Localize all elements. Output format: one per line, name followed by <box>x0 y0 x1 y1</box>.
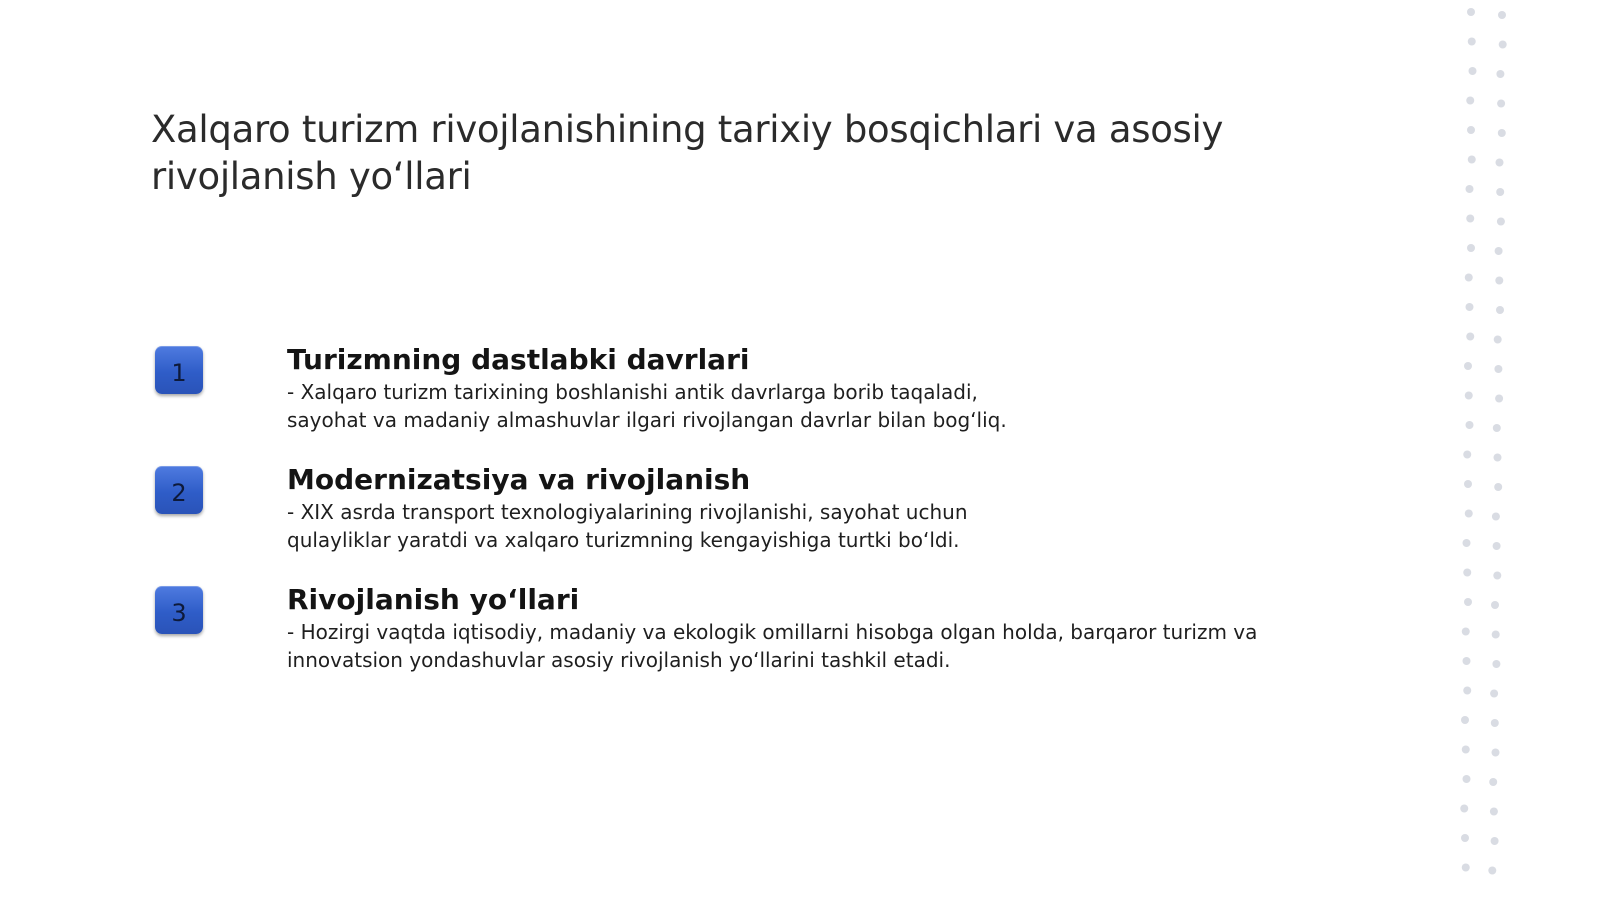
decor-dot <box>1492 749 1500 757</box>
decor-dot <box>1461 716 1469 724</box>
number-badge-label: 3 <box>171 599 187 627</box>
decor-dot <box>1490 808 1498 816</box>
decor-dot <box>1498 129 1506 137</box>
decor-dot <box>1498 11 1506 19</box>
item-heading-1: Turizmning dastlabki davrlari <box>287 343 750 376</box>
decor-dot <box>1468 38 1476 46</box>
decor-dot <box>1493 572 1501 580</box>
decor-dot <box>1463 775 1471 783</box>
decor-dot <box>1492 513 1500 521</box>
decor-dot <box>1467 126 1475 134</box>
decor-dot <box>1461 834 1469 842</box>
decor-dot <box>1496 188 1504 196</box>
decor-dot <box>1465 274 1473 282</box>
decor-dot <box>1494 483 1502 491</box>
number-badge-label: 2 <box>171 479 187 507</box>
number-badge-label: 1 <box>171 359 187 387</box>
decor-dot <box>1466 185 1474 193</box>
decor-dot <box>1488 867 1496 875</box>
decor-dot <box>1496 70 1504 78</box>
decor-dot <box>1465 392 1473 400</box>
decor-dot <box>1499 41 1507 49</box>
decor-dot <box>1467 244 1475 252</box>
item-description-1: - Xalqaro turizm tarixining boshlanishi antik davrlarga borib taqaladi, sayohat va madaniy almashuvlar ilgari rivojlangan davrlar bilan bog‘liq. <box>287 380 1007 432</box>
decor-dot <box>1496 306 1504 314</box>
item-description-3: - Hozirgi vaqtda iqtisodiy, madaniy va ekologik omillarni hisobga olgan holda, barqaror turizm va innovatsion yondashuvlar asosiy rivojlanish yo‘llarini tashkil etadi. <box>287 620 1258 672</box>
decor-dot <box>1466 421 1474 429</box>
decor-dot <box>1464 362 1472 370</box>
decor-dot <box>1496 159 1504 167</box>
decor-dot <box>1493 542 1501 550</box>
decor-dot <box>1460 805 1468 813</box>
decor-dot <box>1463 539 1471 547</box>
number-badge-2 <box>155 466 203 514</box>
decor-dot <box>1463 657 1471 665</box>
item-heading-3: Rivojlanish yo‘llari <box>287 583 580 616</box>
decor-dot <box>1466 215 1474 223</box>
decor-dot <box>1490 690 1498 698</box>
decor-dot <box>1464 480 1472 488</box>
decor-dot <box>1463 569 1471 577</box>
decor-dot <box>1495 277 1503 285</box>
decor-dot <box>1462 864 1470 872</box>
item-description-2: - XIX asrda transport texnologiyalarining rivojlanishi, sayohat uchun qulayliklar yaratdi va xalqaro turizmning kengayishiga turtki bo‘ldi. <box>287 500 968 552</box>
decor-dot <box>1497 100 1505 108</box>
number-badge-3 <box>155 586 203 634</box>
decor-dot <box>1492 631 1500 639</box>
decor-dot <box>1493 424 1501 432</box>
decor-dot <box>1469 67 1477 75</box>
decor-dot <box>1497 218 1505 226</box>
decor-dot <box>1494 454 1502 462</box>
decorative-dot-pattern <box>1440 0 1520 899</box>
decor-dot <box>1465 510 1473 518</box>
decor-dot <box>1462 746 1470 754</box>
decor-dot <box>1495 395 1503 403</box>
decor-dot <box>1494 336 1502 344</box>
number-badge-1 <box>155 346 203 394</box>
decor-dot <box>1495 247 1503 255</box>
decor-dot <box>1464 598 1472 606</box>
decor-dot <box>1463 687 1471 695</box>
decor-dot <box>1466 333 1474 341</box>
decor-dot <box>1466 97 1474 105</box>
decor-dot <box>1494 365 1502 373</box>
decor-dot <box>1467 8 1475 16</box>
item-heading-2: Modernizatsiya va rivojlanish <box>287 463 751 496</box>
slide-title: Xalqaro turizm rivojlanishining tarixiy bosqichlari va asosiy rivojlanish yo‘llari <box>151 108 1224 198</box>
decor-dot <box>1491 837 1499 845</box>
decor-dot <box>1491 719 1499 727</box>
decor-dot <box>1468 156 1476 164</box>
decor-dot <box>1491 601 1499 609</box>
decor-dot <box>1489 778 1497 786</box>
decor-dot <box>1492 660 1500 668</box>
decor-dot <box>1462 628 1470 636</box>
decor-dot <box>1466 303 1474 311</box>
decor-dot <box>1463 451 1471 459</box>
